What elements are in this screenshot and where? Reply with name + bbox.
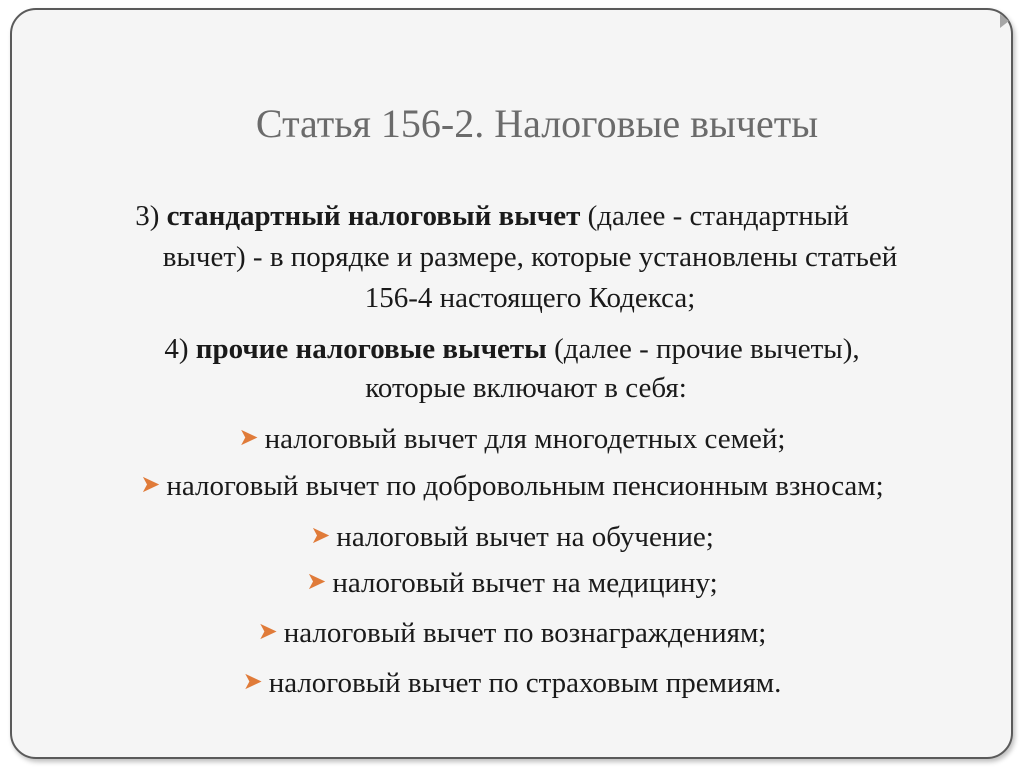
bullet-item: ➤ налоговый вычет для многодетных семей; (0, 419, 1024, 461)
bullet-item: ➤ налоговый вычет по страховым премиям. (0, 663, 1024, 705)
bullet-item: ➤ налоговый вычет по добровольным пенсионным взносам; (0, 466, 1024, 508)
bullet-item: ➤ налоговый вычет по вознаграждениям; (0, 613, 1024, 655)
item-3-line-3: 156-4 настоящего Кодекса; (364, 282, 696, 314)
item-4-line-1 (0, 329, 1024, 369)
chevron-right-icon: ➤ (310, 523, 331, 549)
item-4-rest: (далее - прочие вычеты), (554, 333, 860, 365)
item-3-number: 3) (135, 200, 160, 232)
item-4-line-2: которые включают в себя: (365, 372, 687, 404)
chevron-right-icon: ➤ (257, 619, 278, 645)
slide-title: Статья 156-2. Налоговые вычеты (255, 101, 819, 146)
item-4-term: прочие налоговые вычеты (195, 333, 547, 365)
bullet-item: ➤ налоговый вычет на обучение; (0, 517, 1024, 559)
item-4-number: 4) (164, 333, 189, 365)
item-3-line-2: вычет) - в порядке и размере, которые установлены статьей (162, 241, 898, 273)
chevron-right-icon: ➤ (140, 472, 161, 498)
item-3-line-1 (0, 196, 1004, 236)
corner-triangle-icon (1000, 14, 1009, 28)
chevron-right-icon: ➤ (238, 425, 259, 451)
item-3-rest: (далее - стандартный (587, 200, 849, 232)
item-3-term: стандартный налоговый вычет (166, 200, 581, 232)
chevron-right-icon: ➤ (242, 669, 263, 695)
bullet-item: ➤ налоговый вычет на медицину; (0, 563, 1024, 605)
chevron-right-icon: ➤ (306, 569, 327, 595)
